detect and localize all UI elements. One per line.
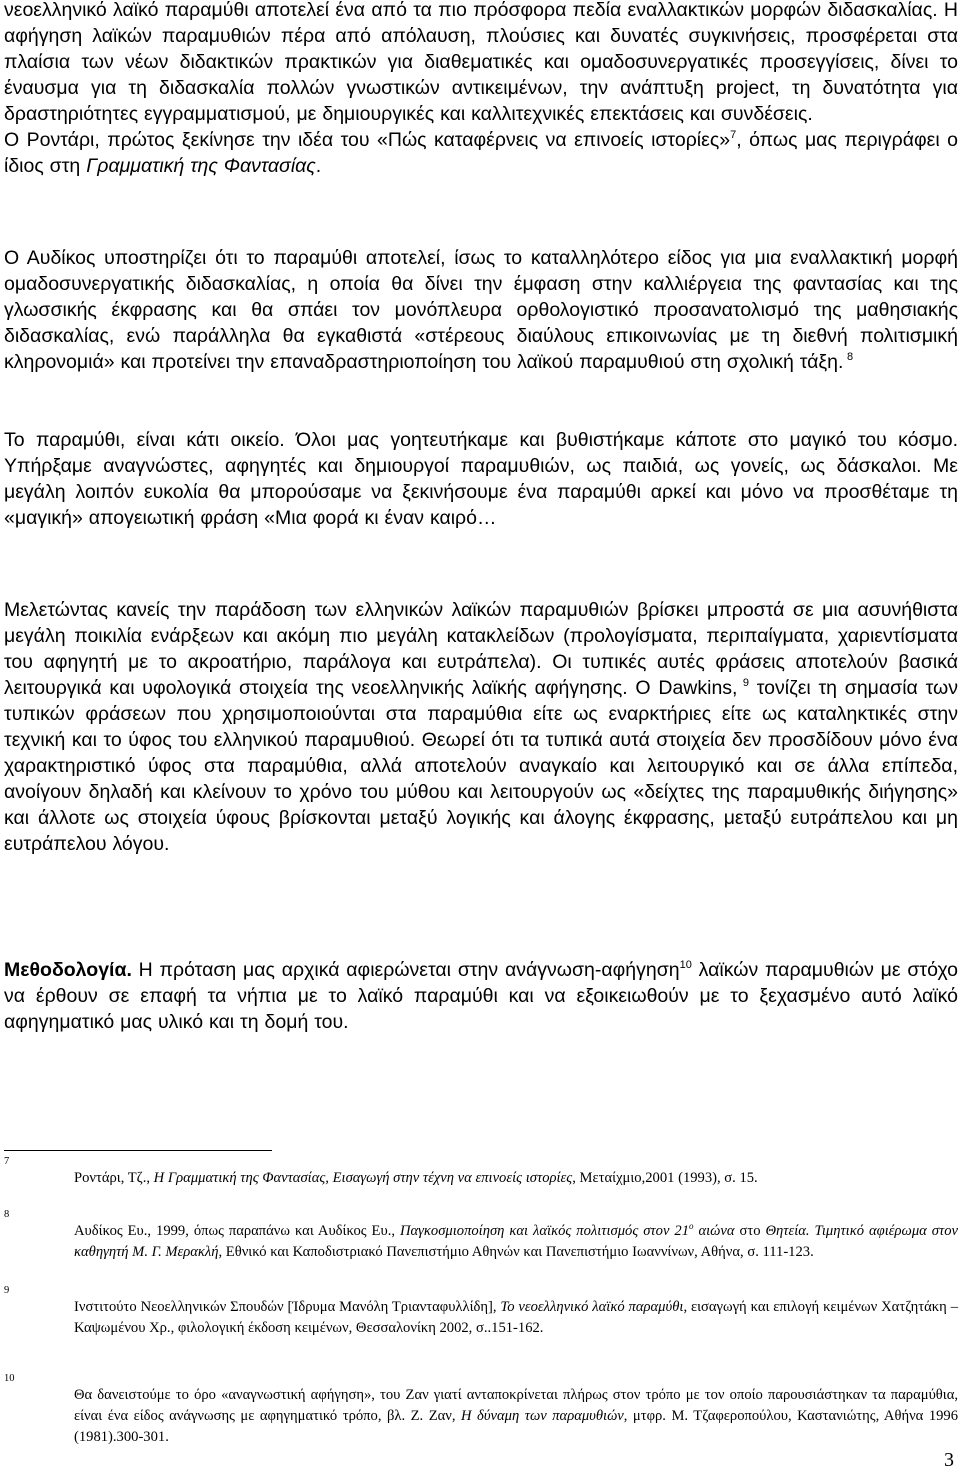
page-number: 3 [944, 1449, 954, 1471]
footnote-ref-8[interactable]: 8 [843, 351, 854, 363]
paragraph-rodari: Ο Ροντάρι, πρώτος ξεκίνησε την ιδέα του «Πώς καταφέρνεις να επινοείς ιστορίες»$^7$, όπως μας περιγράφει ο ίδιος στη Γραμματική της Φαντασίας. [4, 129, 958, 177]
methodology-heading: Μεθοδολογία. [4, 959, 132, 981]
footnote-10: 10 Θα δανειστούμε το όρο «αναγνωστική αφήγηση», του Ζαν γιατί ανταποκρίνεται πλήρως στον τρόπο με τον οποίο παρουσιάστηκαν τα παραμύθια, είναι ένα είδος ανάγνωσης με αφηγηματικό τρόπο, βλ. Ζ. Ζαν, Η δύναμη των παραμυθιών, μτφρ. Μ. Τζαφεροπούλου, Καστανιώτης, Αθήνα 1996 (1981).300-301. [4, 1373, 959, 1445]
footnote-number: 10 [4, 1373, 15, 1384]
footnote-9: 9 Ινστιτούτο Νεοελληνικών Σπουδών [Ίδρυμα Μανόλη Τριανταφυλλίδη], Το νεοελληνικό λαϊκό παραμύθι, εισαγωγή και επιλογή κειμένων Χατζητάκη – Καψωμένου Χρ., φιλολογική έκδοση κειμένων, Θεσσαλονίκη 2002, σ..151-162. [4, 1285, 958, 1336]
footnote-8: 8 Αυδίκος Ευ., 1999, όπως παραπάνω και Αυδίκος Ευ., Παγκοσμιοποίηση και λαϊκός πολιτισμός στον $21^o$ αιώνα στο Θητεία. Τιμητικό αφιέρωμα στον καθηγητή Μ. Γ. Μερακλή, Εθνικό και Καποδιστριακό Πανεπιστήμιο Αθηνών και Πανεπιστήμιο Ιωαννίνων, Αθήνα, σ. 111-123. [4, 1209, 958, 1260]
footnote-7: 7 Ροντάρι, Τζ., Η Γραμματική της Φαντασίας, Εισαγωγή στην τέχνη να επινοείς ιστορίες, Μεταίχμιο,2001 (1993), σ. 15. [4, 1156, 758, 1186]
footnote-ref-9[interactable]: 9 [737, 677, 749, 689]
paragraph-methodology: Μεθοδολογία. Η πρόταση μας αρχικά αφιερώνεται στην ανάγνωση-αφήγηση$^{10}$ λαϊκών παραμυθιών με στόχο να έρθουν σε επαφή τα νήπια με το λαϊκό παραμύθι και να εξοικειωθούν με το ξεχασμένο αυτό λαϊκό αφηγηματικό μας υλικό και τη δομή του. [4, 959, 959, 1033]
main-body [4, 0, 958, 179]
book-title-italic: Γραμματική της Φαντασίας [86, 155, 316, 177]
footnote-number: 9 [4, 1285, 10, 1296]
footnote-separator [4, 1150, 272, 1151]
footnote-number: 7 [4, 1156, 10, 1167]
footnote-number: 8 [4, 1209, 10, 1220]
paragraph-fairytale: Το παραμύθι, είναι κάτι οικείο. Όλοι μας γοητευτήκαμε και βυθιστήκαμε κάποτε στο μαγικό του κόσμο. Υπήρξαμε αναγνώστες, αφηγητές και δημιουργοί παραμυθιών, ως παιδιά, ως γονείς, ως δάσκαλοι. Με μεγάλη λοιπόν ευκολία θα μπορούσαμε να ξεκινήσουμε ένα παραμύθι αρκεί και μόνο να προσθέταμε τη «μαγική» απογειωτική φράση «Μια φορά κι έναν καιρό… [4, 429, 958, 529]
footnote-ref-10[interactable]: 10 [679, 959, 692, 971]
paragraph-avdikos: Ο Αυδίκος υποστηρίζει ότι το παραμύθι αποτελεί, ίσως το καταλληλότερο είδος για μια εναλλακτική μορφή ομαδοσυνεργατικής διδασκαλίας, η οποία θα δίνει την έμφαση στην καλλιέργεια της φαντασίας και της γλωσσικής έκφρασης και θα σπάει τον μονόπλευρα ορθολογιστικό προσανατολισμό της μαθησιακής διδασκαλίας, ενώ παράλληλα θα εγκαθιστά «στέρεους διαύλους επικοινωνίας με τη διεθνή πολιτισμική κληρονομιά» και προτείνει την επαναδραστηριοποίηση του λαϊκού παραμυθιού στη σχολική τάξη. $^8$ [4, 247, 958, 373]
paragraph-intro: νεοελληνικό λαϊκό παραμύθι αποτελεί ένα από τα πιο πρόσφορα πεδία εναλλακτικών μορφών διδασκαλίας. Η αφήγηση λαϊκών παραμυθιών πέρα από απόλαυση, πλούσιες και δυνατές συγκινήσεις, προσφέρεται στα πλαίσια των νέων διδακτικών πρακτικών για διαθεματικές και ομαδοσυνεργατικές προσεγγίσεις, δίνει το έναυσμα για τη διδασκαλία πολλών γνωστικών αντικειμένων, την ανάπτυξη project, τη δυνατότητα για δραστηριότητες εγγραμματισμού, με δημιουργικές και καλλιτεχνικές επεκτάσεις και συνδέσεις. [4, 0, 958, 125]
footnote-ref-7[interactable]: 7 [730, 129, 737, 141]
paragraph-tradition: Μελετώντας κανείς την παράδοση των ελληνικών λαϊκών παραμυθιών βρίσκει μπροστά σε μια ασυνήθιστα μεγάλη ποικιλία ενάρξεων και ακόμη πιο μεγάλη κατακλείδων (προλογίσματα, περιπαίγματα, χαριεντίσματα του αφηγητή με το ακροατήριο, παράλογα και ευτράπελα). Οι τυπικές αυτές φράσεις αποτελούν βασικά λειτουργικά και υφολογικά στοιχεία της νεοελληνικής λαϊκής αφήγησης. Ο Dawkins, $^9$ τονίζει τη σημασία των τυπικών φράσεων που χρησιμοποιούνται στα παραμύθια είτε ως εναρκτήριες είτε ως καταληκτικές στην τεχνική και το ύφος του ελληνικού παραμυθιού. Θεωρεί ότι τα τυπικά αυτά στοιχεία δεν προσδίδουν μόνο ένα χαρακτηριστικό ύφος στα παραμύθια, αλλά αποτελούν αναγκαίο και λειτουργικό και σε άλλα επίπεδα, ανοίγουν δηλαδή και κλείνουν το χρόνο του μύθου και λειτουργούν ως «δείχτες της παραμυθικής διήγησης» και άλλοτε ως στοιχεία ύφους βρίσκονται μεταξύ λογικής και άλογης έκφρασης, μεταξύ ευτράπελου και μη ευτράπελου λόγου. [4, 599, 958, 855]
